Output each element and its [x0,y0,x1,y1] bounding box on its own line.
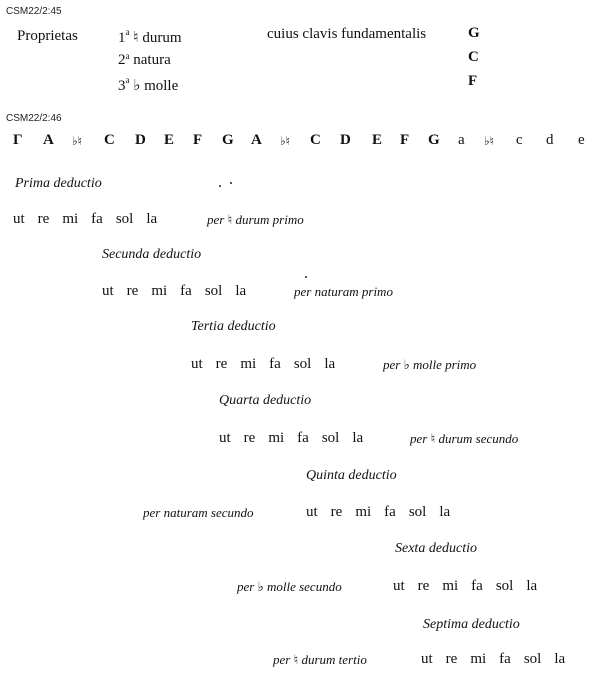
hexachord-1 [13,211,157,228]
syllable: la [439,504,451,520]
gamut-note: ♭♮ [72,134,82,148]
deductio-title-6: Sexta deductio [395,541,478,556]
deductio-per-5: per naturam secundo [143,505,254,520]
syllable: mi [442,578,459,594]
proprietas-row-1 [118,28,182,47]
gamut-note: A [43,132,54,148]
deductio-title-5: Quinta deductio [306,468,397,483]
gamut-note: D [340,132,351,148]
row-ordinal: a [125,75,130,85]
syllable: ut [306,504,318,520]
syllable: re [445,651,458,667]
syllable: la [526,578,538,594]
gamut-note: G [428,132,440,148]
deductio-title-4: Quarta deductio [219,393,312,408]
syllable: la [235,283,247,299]
syllable: la [352,430,364,446]
gamut-note: C [104,132,115,148]
syllable: mi [470,651,487,667]
gamut-note: e [578,132,585,148]
deductio-per-3: per ♭ molle primo [383,357,477,372]
deductio-per-4: per ♮ durum secundo [410,431,519,446]
syllable: la [324,356,336,372]
gamut-note: ♭♮ [280,134,290,148]
syllable: la [554,651,566,667]
row-property: ♭ molle [133,78,179,94]
deductio-per-6: per ♭ molle secundo [237,579,342,594]
hexachord-3 [191,356,335,373]
syllable: mi [151,283,168,299]
syllable: re [417,578,430,594]
gamut-note: ♭♮ [484,134,494,148]
syllable: ut [219,430,231,446]
syllable: mi [240,356,257,372]
stray-mark [219,185,221,187]
hexachord-4 [219,430,363,447]
gamut-note: E [164,132,175,148]
gamut-note: a [458,132,465,148]
syllable: ut [102,283,114,299]
syllable: sol [523,651,542,667]
syllable: fa [384,504,396,520]
gamut-note: c [516,132,523,148]
syllable: ut [191,356,203,372]
clef-f: F [468,73,478,89]
hexachord-5 [306,504,450,521]
syllable: ut [13,211,25,227]
gamut-row [0,132,612,152]
syllable: sol [204,283,223,299]
row-property: natura [133,52,171,68]
syllable: mi [268,430,285,446]
row-property: ♮ durum [133,30,182,46]
section-label-46: CSM22/2:46 [6,113,62,124]
gamut-note: F [400,132,410,148]
syllable: mi [355,504,372,520]
syllable: re [330,504,343,520]
row-ordinal: a [125,27,130,37]
syllable: re [126,283,139,299]
row-number: 1 [118,30,126,46]
section-label-45: CSM22/2:45 [6,6,62,17]
deductio-title-7: Septima deductio [423,617,520,632]
syllable: fa [180,283,192,299]
syllable: ut [393,578,405,594]
stray-mark [305,276,307,278]
gamut-note: d [546,132,554,148]
syllable: la [146,211,158,227]
gamut-note: C [310,132,321,148]
deductio-per-1: per ♮ durum primo [207,212,304,227]
deductio-per-7: per ♮ durum tertio [273,652,367,667]
syllable: re [215,356,228,372]
deductio-title-2: Secunda deductio [102,247,202,262]
stray-mark [230,182,232,184]
gamut-note: G [222,132,234,148]
syllable: ut [421,651,433,667]
proprietas-heading: Proprietas [17,28,78,44]
clef-c: C [468,49,479,65]
deductio-title-1: Prima deductio [15,176,102,191]
gamut-note: D [135,132,146,148]
syllable: fa [91,211,103,227]
syllable: fa [499,651,511,667]
proprietas-row-3 [118,76,178,95]
deductio-title-3: Tertia deductio [191,319,276,334]
hexachord-6 [393,578,537,595]
row-ordinal: a [125,51,130,61]
syllable: re [37,211,50,227]
gamut-note: A [251,132,262,148]
clef-g: G [468,25,480,41]
syllable: sol [115,211,134,227]
syllable: sol [293,356,312,372]
syllable: mi [62,211,79,227]
gamut-note: F [193,132,203,148]
clavis-label: cuius clavis fundamentalis [267,26,427,42]
syllable: re [243,430,256,446]
row-number: 3 [118,78,126,94]
hexachord-7 [421,651,565,668]
row-number: 2 [118,52,126,68]
syllable: fa [471,578,483,594]
syllable: fa [269,356,281,372]
hexachord-2 [102,283,246,300]
gamut-note: E [372,132,383,148]
syllable: fa [297,430,309,446]
syllable: sol [408,504,427,520]
proprietas-row-2 [118,52,171,69]
deductio-per-2: per naturam primo [294,284,393,299]
syllable: sol [321,430,340,446]
syllable: sol [495,578,514,594]
gamut-note: Γ [13,132,23,148]
